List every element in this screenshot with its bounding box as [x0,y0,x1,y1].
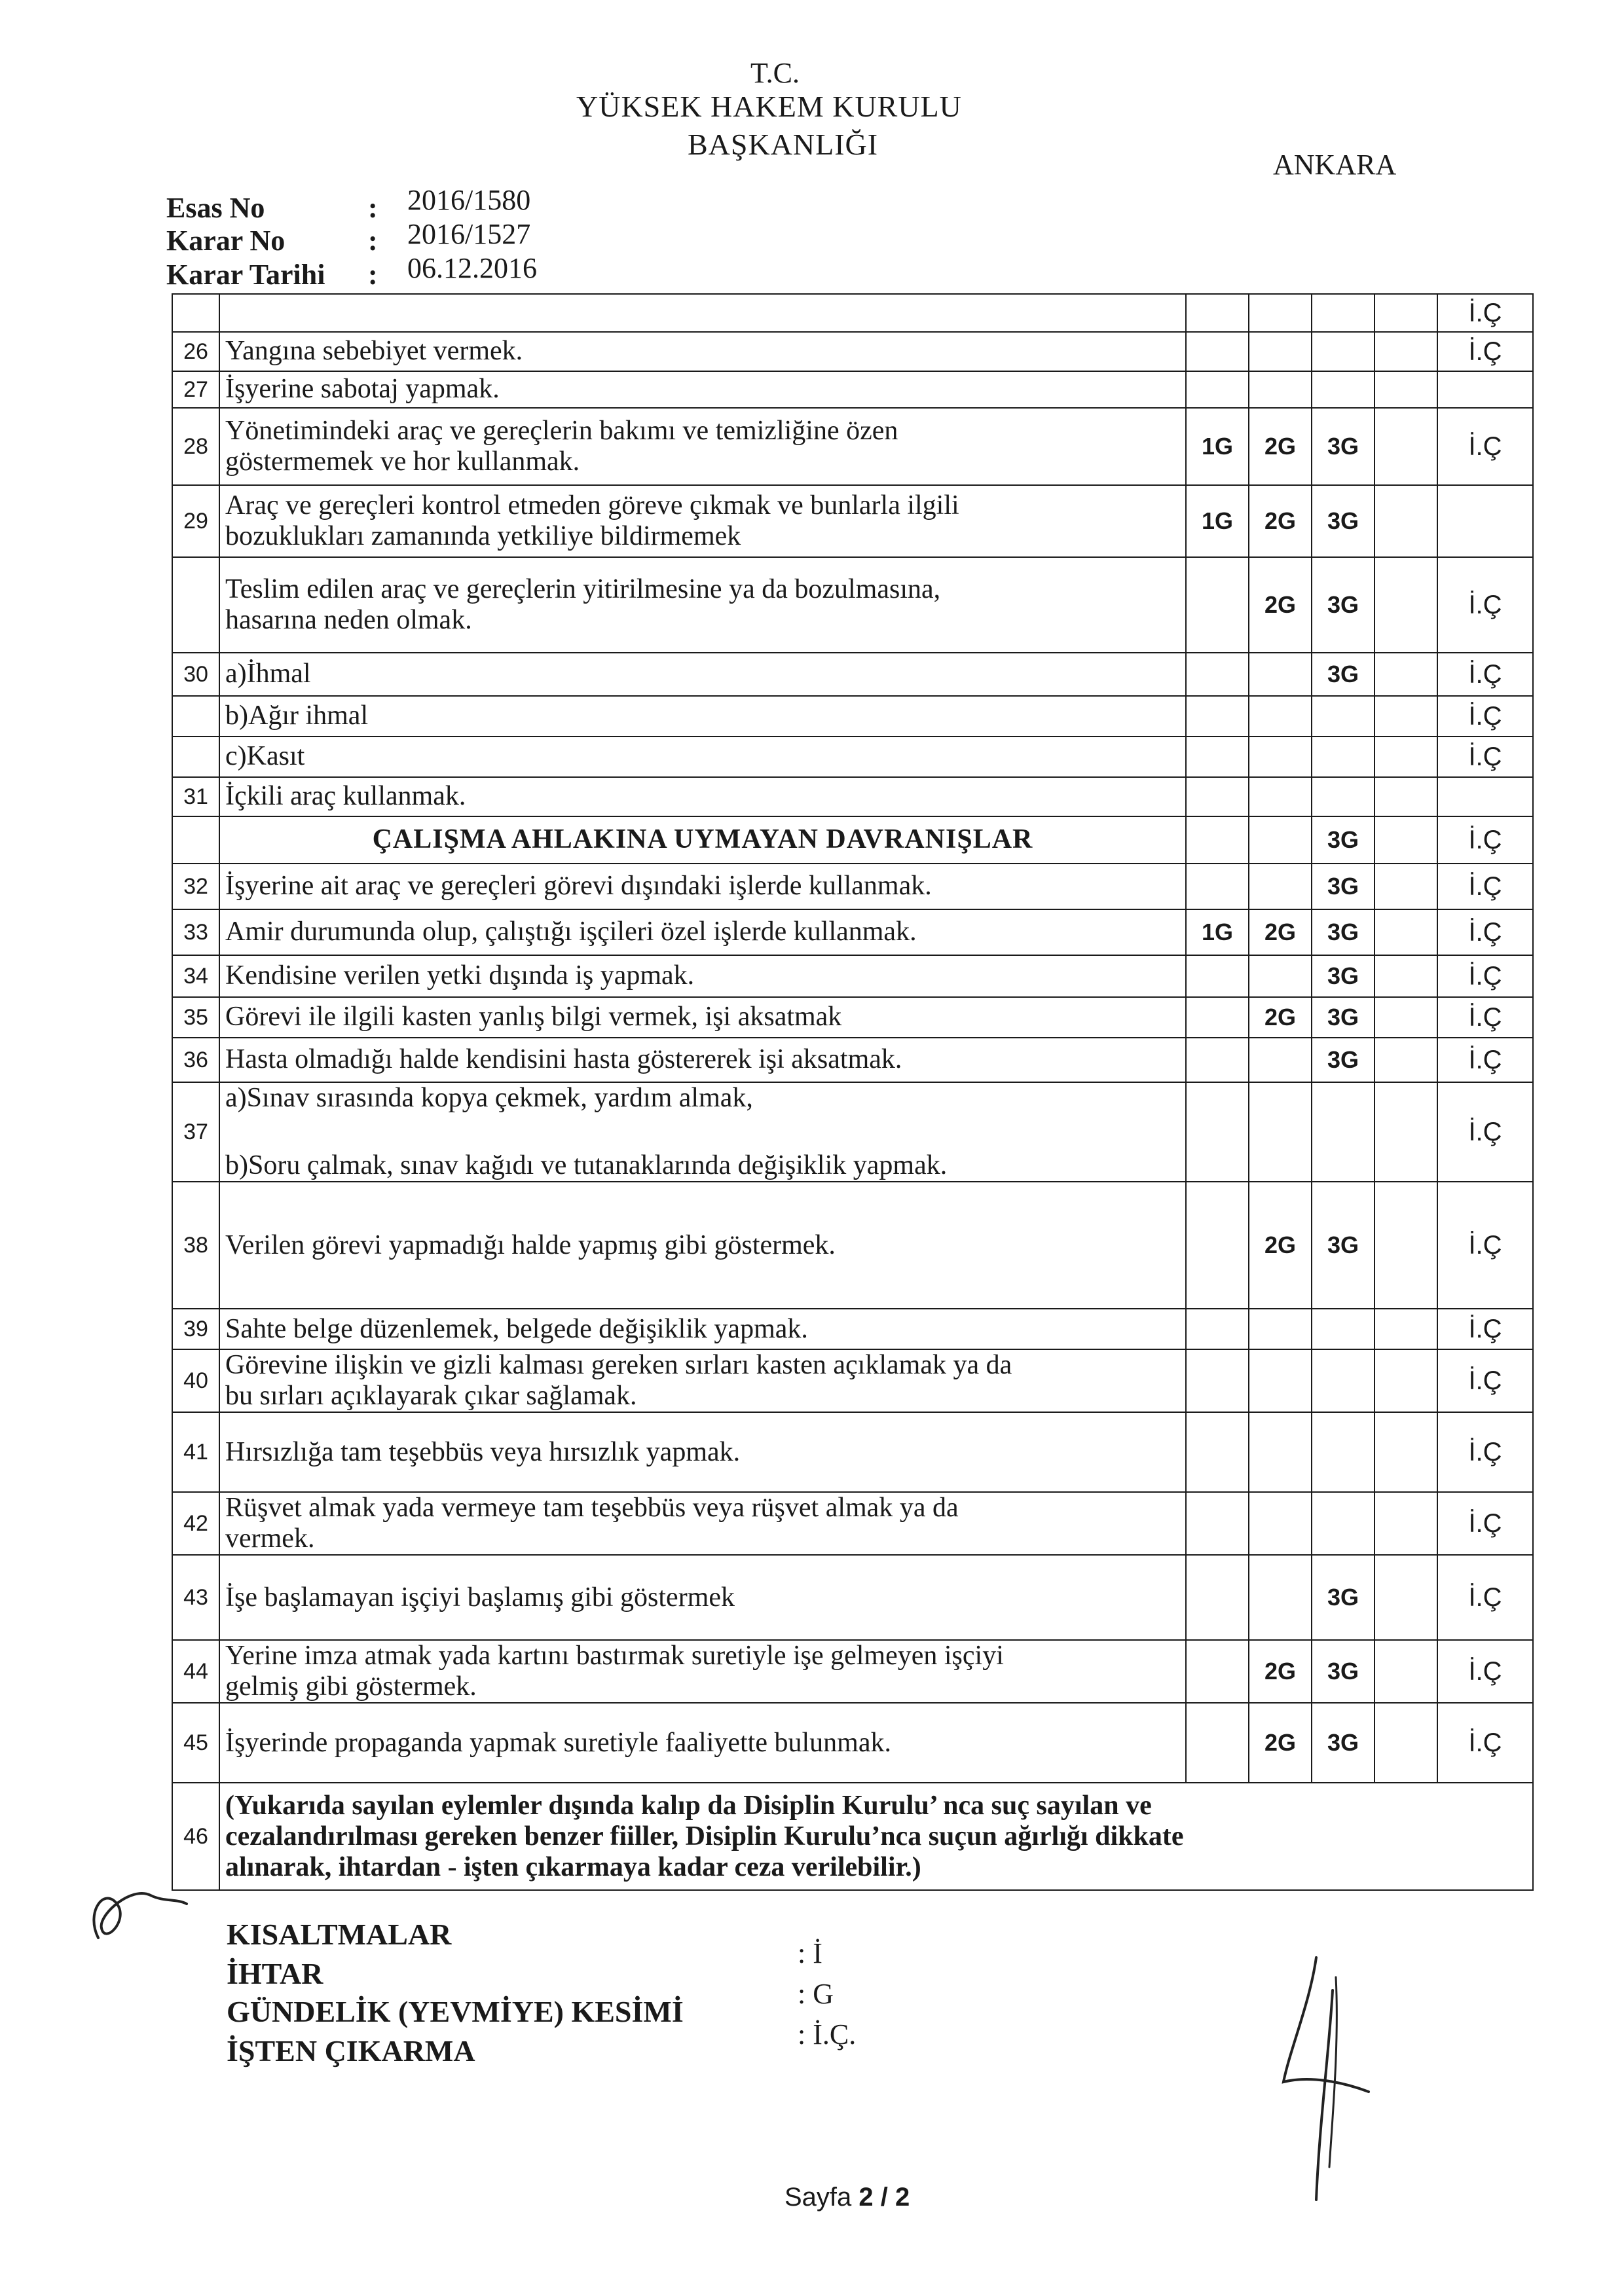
row-number: 40 [172,1349,219,1412]
penalty-cell-c5: İ.Ç [1437,909,1533,955]
penalty-cell-c1 [1186,955,1249,997]
penalty-cell-c4 [1375,294,1437,332]
offense-line: Yangına sebebiyet vermek. [225,336,523,367]
abbreviations-title: KISALTMALAR [227,1918,452,1951]
esas-no-value: 2016/1580 [407,184,531,216]
penalty-cell-c1 [1186,1082,1249,1182]
penalty-cell-c3 [1312,737,1375,777]
row-number: 28 [172,408,219,485]
abbr-ihtar-label: İHTAR [227,1957,323,1990]
offense-text [219,955,1186,997]
offense-text [219,1182,1186,1309]
table-row [172,1082,1533,1182]
offense-line: Amir durumunda olup, çalıştığı işçileri özel işlerde kullanmak. [225,917,917,947]
penalty-cell-c4 [1375,737,1437,777]
penalty-cell-c3: 3G [1312,816,1375,864]
offense-text [219,909,1186,955]
penalty-cell-c4 [1375,1703,1437,1783]
table-row [172,1640,1533,1703]
table-row [172,1555,1533,1640]
offense-line: Yönetimindeki araç ve gereçlerin bakımı ve temizliğine özen [225,415,898,446]
penalty-cell-c4 [1375,997,1437,1038]
penalty-cell-c2 [1249,371,1312,408]
row-number: 27 [172,371,219,408]
row-number: 32 [172,864,219,909]
penalty-cell-c4 [1375,1182,1437,1309]
meta-colon: : [368,192,378,224]
penalty-cell-c2: 2G [1249,909,1312,955]
penalty-cell-c5: İ.Ç [1437,816,1533,864]
penalty-cell-c5: İ.Ç [1437,1703,1533,1783]
penalty-cell-c2 [1249,955,1312,997]
penalty-cell-c5: İ.Ç [1437,1082,1533,1182]
penalty-cell-c5: İ.Ç [1437,737,1533,777]
penalty-cell-c4 [1375,1640,1437,1703]
penalty-cell-c4 [1375,1082,1437,1182]
penalty-cell-c1 [1186,1182,1249,1309]
initials-scribble-mark [79,1859,196,1964]
penalty-cell-c1 [1186,777,1249,816]
clause-line: cezalandırılması gereken benzer fiiller, Disiplin Kurulu’nca suçun ağırlığı dikkate [225,1821,1184,1851]
penalty-cell-c4 [1375,485,1437,557]
signature-mark [1270,1951,1401,2213]
row-number: 46 [172,1783,219,1890]
penalty-cell-c3: 3G [1312,485,1375,557]
esas-no-label: Esas No [166,192,265,224]
penalty-cell-c3 [1312,777,1375,816]
offense-text [219,1412,1186,1492]
penalty-cell-c1 [1186,816,1249,864]
penalty-cell-c1 [1186,1555,1249,1640]
row-number: 42 [172,1492,219,1555]
penalty-cell-c3 [1312,1349,1375,1412]
penalty-cell-c3: 3G [1312,997,1375,1038]
offense-line: bozuklukları zamanında yetkiliye bildirmemek [225,521,741,551]
row-number [172,816,219,864]
penalty-cell-c1 [1186,1492,1249,1555]
row-number: 33 [172,909,219,955]
karar-tarihi-label: Karar Tarihi [166,259,325,291]
penalty-cell-c2 [1249,696,1312,737]
row-number [172,294,219,332]
penalty-cell-c3 [1312,696,1375,737]
offense-text [219,332,1186,371]
penalty-cell-c2: 2G [1249,997,1312,1038]
penalty-cell-c5: İ.Ç [1437,696,1533,737]
offense-text [219,1555,1186,1640]
section-header-row [172,816,1533,864]
clause-line: alınarak, ihtardan - işten çıkarmaya kadar ceza verilebilir.) [225,1851,921,1882]
penalty-cell-c2: 2G [1249,1640,1312,1703]
row-number: 31 [172,777,219,816]
penalty-cell-c2 [1249,1492,1312,1555]
header-institution: YÜKSEK HAKEM KURULU [576,90,962,123]
meta-colon: : [368,225,378,257]
penalty-cell-c2 [1249,1038,1312,1082]
penalty-cell-c1: 1G [1186,909,1249,955]
row-number: 43 [172,1555,219,1640]
penalty-cell-c5: İ.Ç [1437,294,1533,332]
offense-line: gelmiş gibi göstermek. [225,1671,477,1702]
offense-line: Görevi ile ilgili kasten yanlış bilgi vermek, işi aksatmak [225,1002,842,1032]
table-row [172,557,1533,653]
offense-line: c)Kasıt [225,741,305,772]
header-city: ANKARA [1273,149,1397,181]
clause-line: (Yukarıda sayılan eylemler dışında kalıp da Disiplin Kurulu’ nca suç sayılan ve [225,1790,1152,1821]
penalty-cell-c3 [1312,1412,1375,1492]
penalty-cell-c3: 3G [1312,909,1375,955]
penalty-cell-c5: İ.Ç [1437,1349,1533,1412]
offense-text [219,408,1186,485]
row-number: 37 [172,1082,219,1182]
table-row [172,1783,1533,1890]
table-row [172,1492,1533,1555]
penalty-cell-c2 [1249,737,1312,777]
penalty-cell-c4 [1375,1412,1437,1492]
penalty-cell-c4 [1375,864,1437,909]
penalty-cell-c3 [1312,1492,1375,1555]
penalty-cell-c2 [1249,816,1312,864]
penalty-cell-c4 [1375,408,1437,485]
header-department: BAŞKANLIĞI [688,128,879,161]
penalty-cell-c5: İ.Ç [1437,997,1533,1038]
penalty-cell-c2 [1249,864,1312,909]
penalty-cell-c5: İ.Ç [1437,653,1533,696]
penalty-cell-c3: 3G [1312,653,1375,696]
row-number: 26 [172,332,219,371]
penalty-cell-c3: 3G [1312,864,1375,909]
table-row [172,408,1533,485]
row-number: 39 [172,1309,219,1349]
penalty-cell-c5: İ.Ç [1437,332,1533,371]
offense-line [225,1114,1180,1150]
penalty-cell-c3 [1312,1082,1375,1182]
abbr-isten-code: : İ.Ç. [798,2018,857,2050]
penalty-cell-c1 [1186,1703,1249,1783]
penalty-cell-c4 [1375,371,1437,408]
table-row [172,485,1533,557]
penalty-cell-c1: 1G [1186,408,1249,485]
penalty-cell-c2: 2G [1249,1182,1312,1309]
penalty-cell-c1 [1186,737,1249,777]
penalty-cell-c1 [1186,1038,1249,1082]
penalty-cell-c5: İ.Ç [1437,408,1533,485]
row-number: 44 [172,1640,219,1703]
penalty-cell-c5 [1437,485,1533,557]
penalty-cell-c5: İ.Ç [1437,1492,1533,1555]
penalty-cell-c2 [1249,294,1312,332]
penalty-cell-c4 [1375,653,1437,696]
table-row [172,737,1533,777]
row-number: 30 [172,653,219,696]
table-row [172,777,1533,816]
penalty-cell-c5: İ.Ç [1437,1555,1533,1640]
row-number: 41 [172,1412,219,1492]
offense-text [219,997,1186,1038]
table-row [172,1182,1533,1309]
penalty-cell-c5: İ.Ç [1437,1182,1533,1309]
penalty-cell-c5: İ.Ç [1437,1038,1533,1082]
row-number [172,557,219,653]
penalty-cell-c1 [1186,557,1249,653]
penalty-cell-c1 [1186,371,1249,408]
penalty-cell-c2 [1249,1555,1312,1640]
offense-line: Araç ve gereçleri kontrol etmeden göreve çıkmak ve bunlarla ilgili [225,490,959,520]
abbr-gundelik-code: : G [798,1978,834,2010]
table-row [172,696,1533,737]
offense-text [219,1349,1186,1412]
row-number [172,737,219,777]
offense-line: Görevine ilişkin ve gizli kalması gereken sırları kasten açıklamak ya da [225,1350,1012,1381]
penalty-cell-c4 [1375,332,1437,371]
offense-line: Hasta olmadığı halde kendisini hasta göstererek işi aksatmak. [225,1044,902,1075]
table-row [172,653,1533,696]
table-row [172,332,1533,371]
penalty-cell-c3: 3G [1312,955,1375,997]
penalty-cell-c1 [1186,696,1249,737]
offense-line: b)Soru çalmak, sınav kağıdı ve tutanaklarında değişiklik yapmak. [225,1150,948,1181]
offense-line: İşyerinde propaganda yapmak suretiyle faaliyette bulunmak. [225,1727,891,1758]
offense-text [219,777,1186,816]
offense-line: hasarına neden olmak. [225,605,472,635]
offense-text [219,294,1186,332]
page-number [784,2183,910,2212]
penalty-cell-c4 [1375,1555,1437,1640]
table-row [172,294,1533,332]
penalty-cell-c4 [1375,816,1437,864]
penalty-cell-c4 [1375,1309,1437,1349]
offense-text [219,1082,1186,1182]
offense-text [219,1309,1186,1349]
section-title: ÇALIŞMA AHLAKINA UYMAYAN DAVRANIŞLAR [219,816,1186,864]
penalty-cell-c1 [1186,332,1249,371]
penalty-cell-c4 [1375,696,1437,737]
penalty-cell-c2: 2G [1249,408,1312,485]
meta-colon: : [368,259,378,291]
offense-line [225,295,1180,331]
offense-line: b)Ağır ihmal [225,701,369,731]
table-row [172,1038,1533,1082]
penalty-cell-c3: 3G [1312,1703,1375,1783]
penalty-cell-c2: 2G [1249,557,1312,653]
general-clause-text [219,1783,1533,1890]
penalty-cell-c3 [1312,371,1375,408]
penalty-cell-c3 [1312,294,1375,332]
table-row [172,1703,1533,1783]
table-row [172,1349,1533,1412]
penalty-cell-c1: 1G [1186,485,1249,557]
penalty-cell-c2 [1249,777,1312,816]
offense-text [219,864,1186,909]
abbr-isten-label: İŞTEN ÇIKARMA [227,2034,475,2068]
penalty-cell-c3 [1312,332,1375,371]
abbr-gundelik-label: GÜNDELİK (YEVMİYE) KESİMİ [227,1995,684,2028]
table-row [172,997,1533,1038]
offense-line: Hırsızlığa tam teşebbüs veya hırsızlık yapmak. [225,1436,741,1467]
row-number [172,696,219,737]
penalty-cell-c3: 3G [1312,1640,1375,1703]
karar-tarihi-value: 06.12.2016 [407,252,537,284]
offense-line: Teslim edilen araç ve gereçlerin yitirilmesine ya da bozulmasına, [225,574,941,604]
karar-no-value: 2016/1527 [407,218,531,250]
offense-line: Sahte belge düzenlemek, belgede değişiklik yapmak. [225,1313,808,1344]
offense-text [219,1703,1186,1783]
penalty-cell-c3: 3G [1312,1038,1375,1082]
page-num: 2 / 2 [858,2183,910,2212]
penalty-cell-c3: 3G [1312,557,1375,653]
offense-text [219,557,1186,653]
penalty-cell-c4 [1375,955,1437,997]
table-row [172,1412,1533,1492]
penalty-cell-c1 [1186,653,1249,696]
penalty-cell-c2 [1249,1349,1312,1412]
penalty-cell-c5 [1437,371,1533,408]
offense-line: göstermemek ve hor kullanmak. [225,446,580,477]
penalty-cell-c1 [1186,1309,1249,1349]
penalty-cell-c1 [1186,1412,1249,1492]
table-row [172,1309,1533,1349]
offense-line: a)Sınav sırasında kopya çekmek, yardım almak, [225,1083,753,1113]
penalty-cell-c5: İ.Ç [1437,864,1533,909]
table-row [172,371,1533,408]
penalty-cell-c4 [1375,909,1437,955]
row-number: 29 [172,485,219,557]
row-number: 45 [172,1703,219,1783]
penalty-cell-c3 [1312,1309,1375,1349]
penalty-cell-c2 [1249,1412,1312,1492]
penalty-cell-c3: 3G [1312,408,1375,485]
penalty-cell-c3: 3G [1312,1555,1375,1640]
penalty-cell-c5: İ.Ç [1437,557,1533,653]
row-number: 36 [172,1038,219,1082]
penalty-cell-c5: İ.Ç [1437,955,1533,997]
penalty-cell-c5: İ.Ç [1437,1640,1533,1703]
penalty-cell-c1 [1186,997,1249,1038]
penalty-cell-c2: 2G [1249,485,1312,557]
penalty-cell-c2 [1249,332,1312,371]
table-row [172,864,1533,909]
penalty-cell-c2: 2G [1249,1703,1312,1783]
table-row [172,955,1533,997]
offense-text [219,1492,1186,1555]
offense-text [219,737,1186,777]
abbr-ihtar-code: : İ [798,1937,822,1969]
offense-line: Yerine imza atmak yada kartını bastırmak suretiyle işe gelmeyen işçiyi [225,1641,1004,1671]
offense-line: bu sırları açıklayarak çıkar sağlamak. [225,1381,637,1412]
penalty-cell-c1 [1186,1640,1249,1703]
offense-line: İşyerine ait araç ve gereçleri görevi dışındaki işlerde kullanmak. [225,871,932,902]
penalty-cell-c4 [1375,1349,1437,1412]
offense-line: vermek. [225,1523,315,1554]
penalty-cell-c1 [1186,294,1249,332]
penalty-cell-c1 [1186,1349,1249,1412]
offense-text [219,1038,1186,1082]
offense-line: Rüşvet almak yada vermeye tam teşebbüs veya rüşvet almak ya da [225,1493,959,1523]
penalty-cell-c4 [1375,557,1437,653]
offense-text [219,485,1186,557]
penalty-cell-c1 [1186,864,1249,909]
penalty-table [172,293,1534,1891]
penalty-cell-c2 [1249,653,1312,696]
offense-line: a)İhmal [225,659,311,689]
penalty-cell-c3: 3G [1312,1182,1375,1309]
row-number: 35 [172,997,219,1038]
penalty-cell-c4 [1375,1038,1437,1082]
penalty-cell-c5: İ.Ç [1437,1309,1533,1349]
row-number: 34 [172,955,219,997]
offense-text [219,696,1186,737]
offense-text [219,371,1186,408]
table-row [172,909,1533,955]
penalty-cell-c2 [1249,1082,1312,1182]
penalty-cell-c5 [1437,777,1533,816]
header-tc: T.C. [750,57,800,89]
offense-text [219,653,1186,696]
row-number: 38 [172,1182,219,1309]
penalty-cell-c5: İ.Ç [1437,1412,1533,1492]
penalty-cell-c4 [1375,1492,1437,1555]
offense-line: İşe başlamayan işçiyi başlamış gibi göstermek [225,1582,735,1613]
penalty-cell-c2 [1249,1309,1312,1349]
offense-line: İçkili araç kullanmak. [225,781,466,812]
karar-no-label: Karar No [166,225,286,257]
offense-line: Kendisine verilen yetki dışında iş yapmak. [225,960,695,991]
offense-text [219,1640,1186,1703]
penalty-cell-c4 [1375,777,1437,816]
page-label: Sayfa [784,2183,852,2212]
offense-line: Verilen görevi yapmadığı halde yapmış gibi göstermek. [225,1230,836,1260]
offense-line: İşyerine sabotaj yapmak. [225,374,500,405]
